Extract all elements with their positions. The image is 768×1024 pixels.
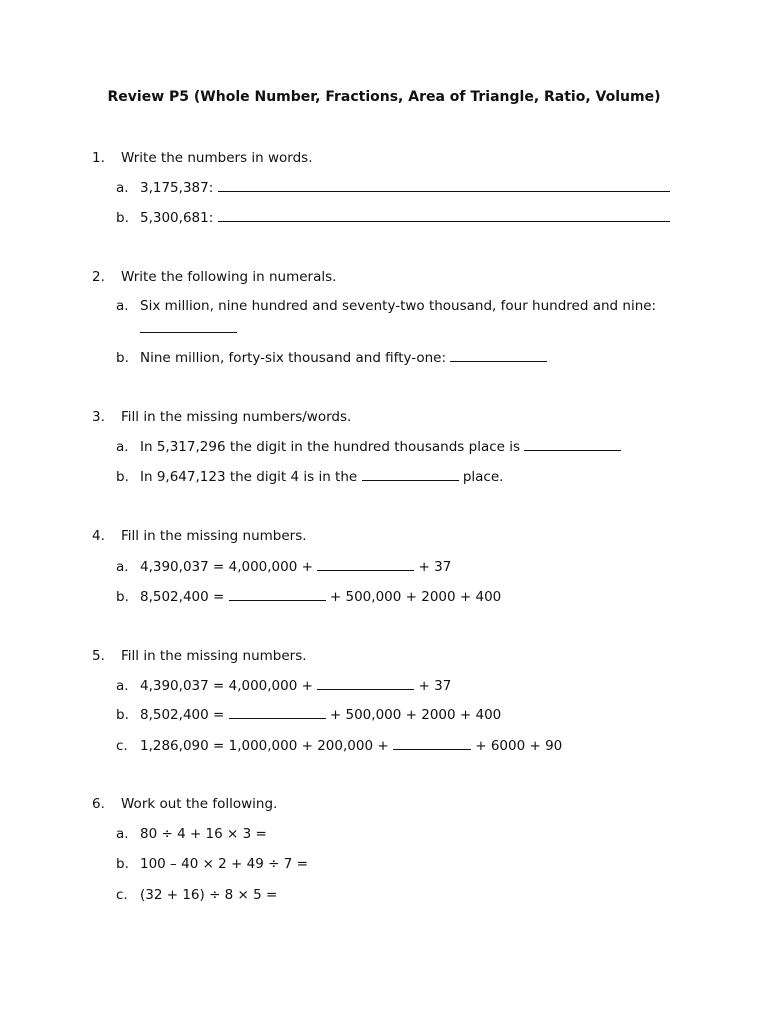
answer-blank[interactable] <box>218 209 670 222</box>
item-text: In 5,317,296 the digit in the hundred thousands place is <box>140 439 521 455</box>
question-4b <box>116 588 501 605</box>
answer-blank[interactable] <box>229 588 326 601</box>
question-text: Write the following in numerals. <box>121 269 337 285</box>
question-4a <box>116 558 451 575</box>
item-text: 8,502,400 = <box>140 707 225 723</box>
question-6a <box>116 826 267 842</box>
item-letter: c. <box>116 738 128 754</box>
answer-blank[interactable] <box>140 320 237 333</box>
answer-blank[interactable] <box>317 558 414 571</box>
item-letter: a. <box>116 826 129 842</box>
question-3a <box>116 438 621 455</box>
item-text: Six million, nine hundred and seventy-two thousand, four hundred and nine: <box>140 298 657 314</box>
item-letter: b. <box>116 589 129 605</box>
item-text-after: + 37 <box>418 678 452 694</box>
item-text: 1,286,090 = 1,000,000 + 200,000 + <box>140 738 389 754</box>
question-2b <box>116 349 547 366</box>
answer-blank[interactable] <box>229 706 326 719</box>
question-1 <box>92 150 313 166</box>
item-text: (32 + 16) ÷ 8 × 5 = <box>140 887 278 903</box>
question-number: 4. <box>92 528 105 544</box>
answer-blank[interactable] <box>524 438 621 451</box>
item-letter: a. <box>116 180 129 196</box>
item-letter: b. <box>116 707 129 723</box>
answer-blank[interactable] <box>393 737 471 750</box>
question-number: 3. <box>92 409 105 425</box>
question-5b <box>116 706 501 723</box>
item-letter: b. <box>116 469 129 485</box>
question-2a <box>116 298 656 314</box>
question-text: Fill in the missing numbers. <box>121 528 307 544</box>
answer-blank[interactable] <box>362 468 459 481</box>
question-text: Fill in the missing numbers/words. <box>121 409 352 425</box>
item-letter: a. <box>116 439 129 455</box>
question-6c <box>116 887 277 903</box>
item-text: 4,390,037 = 4,000,000 + <box>140 559 313 575</box>
item-text-after: + 6000 + 90 <box>475 738 563 754</box>
question-number: 5. <box>92 648 105 664</box>
question-5a <box>116 677 451 694</box>
question-3b <box>116 468 503 485</box>
answer-blank[interactable] <box>317 677 414 690</box>
question-number: 6. <box>92 796 105 812</box>
item-letter: c. <box>116 887 128 903</box>
item-text-after: + 500,000 + 2000 + 400 <box>329 707 502 723</box>
question-5 <box>92 648 307 664</box>
question-text: Write the numbers in words. <box>121 150 313 166</box>
item-letter: b. <box>116 210 129 226</box>
item-text: 4,390,037 = 4,000,000 + <box>140 678 313 694</box>
item-text: 80 ÷ 4 + 16 × 3 = <box>140 826 267 842</box>
question-text: Fill in the missing numbers. <box>121 648 307 664</box>
item-letter: b. <box>116 350 129 366</box>
item-text-after: + 500,000 + 2000 + 400 <box>329 589 502 605</box>
question-1b <box>116 209 670 226</box>
item-text-after: + 37 <box>418 559 452 575</box>
item-text: 3,175,387: <box>140 180 214 196</box>
question-number: 2. <box>92 269 105 285</box>
item-letter: a. <box>116 298 129 314</box>
item-text: 8,502,400 = <box>140 589 225 605</box>
item-letter: b. <box>116 856 129 872</box>
page-title: Review P5 (Whole Number, Fractions, Area of Triangle, Ratio, Volume) <box>107 89 661 105</box>
item-text: 5,300,681: <box>140 210 214 226</box>
item-text-after: place. <box>462 469 504 485</box>
question-2a-answer-line <box>140 320 237 337</box>
answer-blank[interactable] <box>218 179 670 192</box>
question-3 <box>92 409 351 425</box>
question-5c <box>116 737 562 754</box>
question-6b <box>116 856 308 872</box>
item-text: Nine million, forty-six thousand and fifty-one: <box>140 350 447 366</box>
question-1a <box>116 179 670 196</box>
question-2 <box>92 269 336 285</box>
item-text: 100 – 40 × 2 + 49 ÷ 7 = <box>140 856 308 872</box>
item-letter: a. <box>116 559 129 575</box>
question-4 <box>92 528 307 544</box>
answer-blank[interactable] <box>450 349 547 362</box>
item-text: In 9,647,123 the digit 4 is in the <box>140 469 358 485</box>
item-letter: a. <box>116 678 129 694</box>
question-text: Work out the following. <box>121 796 278 812</box>
question-6 <box>92 796 277 812</box>
question-number: 1. <box>92 150 105 166</box>
